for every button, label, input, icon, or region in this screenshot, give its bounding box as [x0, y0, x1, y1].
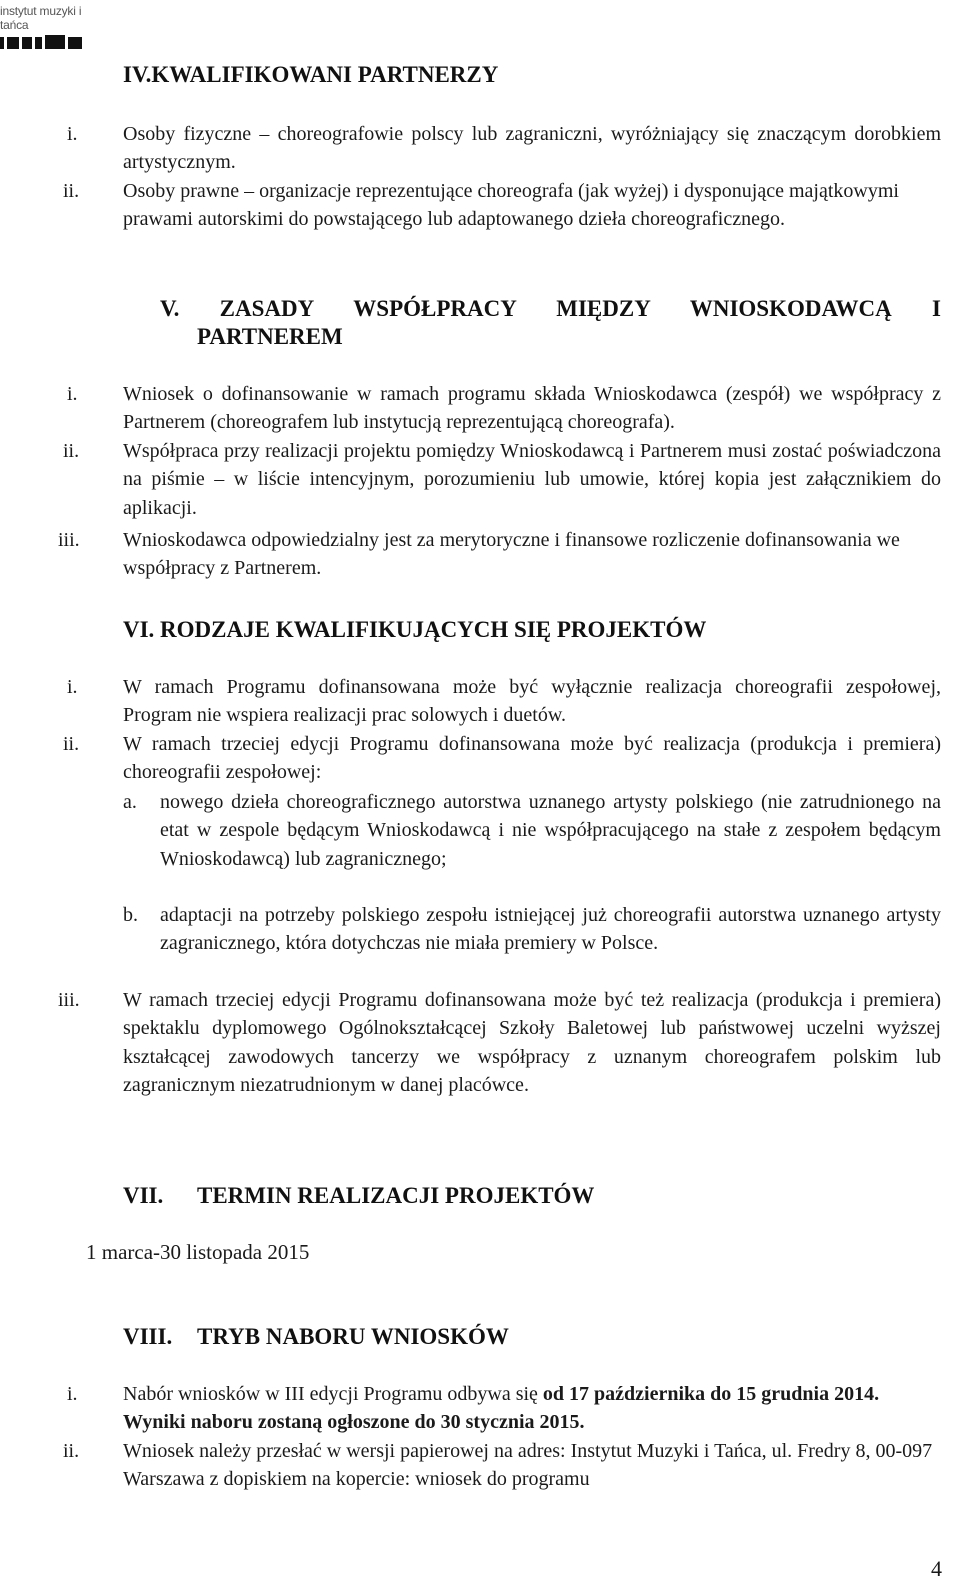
vi-item-3-num: iii. — [58, 989, 80, 1011]
viii-item-1-bold: od 17 października do 15 grudnia 2014. Wyniki naboru zostaną ogłoszone do 30 stycznia 2015. — [123, 1383, 880, 1434]
logo-text: instytut muzyki i tańca — [0, 4, 82, 32]
vi-subitem-a-num: a. — [123, 791, 137, 813]
vi-subitem-a-text: nowego dzieła choreograficznego autorstwa uznanego artysty polskiego (nie zatrudnionego na etat w zespole będącym Wnioskodawcą i nie współpracującego na stałe z zespołem będącym Wnioskodawcą) lub zagranicznego; — [160, 791, 941, 870]
v-item-2-text: Współpraca przy realizacji projektu pomiędzy Wnioskodawcą i Partnerem musi zostać poświadczona na piśmie – w liście intencyjnym, porozumieniu lub umowie, której kopia jest załącznikiem do aplikacji. — [123, 440, 941, 519]
vi-item-3-text: W ramach trzeciej edycji Programu dofinansowana może być też realizacja (produkcja i premiera) spektaklu dyplomowego Ogólnokształcącej Szkoły Baletowej lub państwowej uczelni wyższej kształcącej zawodowych tancerzy we współpracy z uznanym choreografem polskim lub zagranicznym niezatrudnionym w danej placówce. — [123, 989, 941, 1097]
section-vii-heading: TERMIN REALIZACJI PROJEKTÓW — [197, 1183, 595, 1208]
page-number: 4 — [931, 1556, 942, 1581]
v-item-1-text: Wniosek o dofinansowanie w ramach programu składa Wnioskodawca (zespół) we współpracy z Partnerem (choreografem lub instytucją reprezentującą choreografa). — [123, 383, 941, 434]
v-item-3-text: Wnioskodawca odpowiedzialny jest za merytoryczne i finansowe rozliczenie dofinansowania we współpracy z Partnerem. — [123, 529, 900, 580]
vi-subitem-b-num: b. — [123, 904, 138, 926]
v-item-1-num: i. — [67, 383, 78, 405]
v-item-2-num: ii. — [63, 440, 80, 462]
section-vii-number: VII. — [123, 1183, 164, 1208]
viii-item-2-text: Wniosek należy przesłać w wersji papierowej na adres: Instytut Muzyki i Tańca, ul. Fredry 8, 00-097 Warszawa z dopiskiem na kopercie: wniosek do programu — [123, 1440, 933, 1491]
section-v-heading-line1: V. ZASADY WSPÓŁPRACY MIĘDZY WNIOSKODAWCĄ I — [160, 296, 941, 321]
vi-item-1-text: W ramach Programu dofinansowana może być wyłącznie realizacja choreografii zespołowej, Program nie wspiera realizacji prac solowych i duetów. — [123, 676, 941, 727]
viii-item-1-num: i. — [67, 1383, 78, 1405]
vi-subitem-b-text: adaptacji na potrzeby polskiego zespołu istniejącej już choreografii autorstwa uznanego artysty zagranicznego, która dotychczas nie miała premiery w Polsce. — [160, 904, 941, 955]
viii-item-2-num: ii. — [63, 1440, 80, 1462]
section-vi-heading: VI. RODZAJE KWALIFIKUJĄCYCH SIĘ PROJEKTÓW — [123, 617, 707, 642]
logo-mark — [0, 35, 112, 49]
iv-item-2-text: Osoby prawne – organizacje reprezentujące choreografa (jak wyżej) i dysponujące majątkowymi prawami autorskimi do powstającego lub adaptowanego dzieła choreograficznego. — [123, 180, 899, 231]
institute-logo — [0, 4, 112, 49]
iv-item-1-num: i. — [67, 123, 78, 145]
vi-item-2-num: ii. — [63, 733, 80, 755]
section-viii-heading: TRYB NABORU WNIOSKÓW — [197, 1324, 509, 1349]
viii-item-1-plain: Nabór wniosków w III edycji Programu odbywa się — [123, 1383, 543, 1405]
section-v-heading-line2: PARTNEREM — [197, 324, 343, 349]
vi-item-1-num: i. — [67, 676, 78, 698]
section-viii-number: VIII. — [123, 1324, 173, 1349]
iv-item-1-text: Osoby fizyczne – choreografowie polscy lub zagraniczni, wyróżniający się znaczącym dorobkiem artystycznym. — [123, 123, 941, 174]
iv-item-2-num: ii. — [63, 180, 80, 202]
vi-item-2-text: W ramach trzeciej edycji Programu dofinansowana może być realizacja (produkcja i premiera) choreografii zespołowej: — [123, 733, 941, 784]
viii-item-1-text — [123, 1380, 941, 1437]
section-v-heading — [160, 296, 941, 322]
vii-date-range: 1 marca-30 listopada 2015 — [86, 1240, 310, 1264]
v-item-3-num: iii. — [58, 529, 80, 551]
section-iv-heading: IV.KWALIFIKOWANI PARTNERZY — [123, 62, 499, 87]
